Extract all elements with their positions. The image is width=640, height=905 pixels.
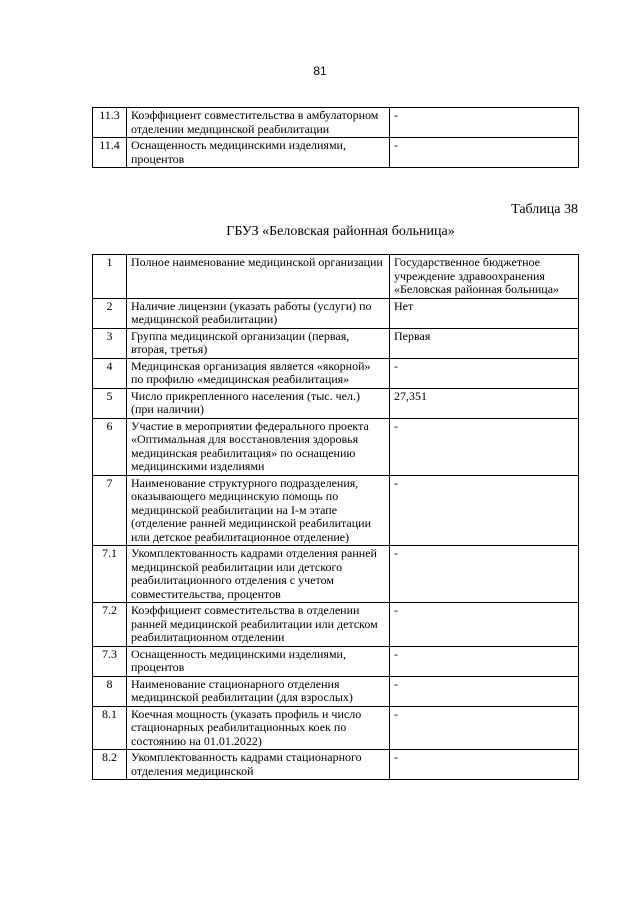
row-number: 7.1 (93, 546, 127, 603)
table-row (93, 108, 579, 138)
row-value: - (390, 108, 579, 138)
row-label: Коэффициент совместительства в отделении ранней медицинской реабилитации или детском реабилитационном отделении (127, 603, 390, 647)
row-label: Группа медицинской организации (первая, вторая, третья) (127, 328, 390, 358)
row-value: 27,351 (390, 388, 579, 418)
row-value: Государственное бюджетное учреждение здравоохранения «Беловская районная больница» (390, 255, 579, 299)
row-value: - (390, 546, 579, 603)
table-row (93, 706, 579, 750)
row-value: Нет (390, 298, 579, 328)
row-label: Наличие лицензии (указать работы (услуги) по медицинской реабилитации) (127, 298, 390, 328)
row-value: - (390, 676, 579, 706)
row-number: 8 (93, 676, 127, 706)
row-number: 7 (93, 475, 127, 546)
row-number: 7.2 (93, 603, 127, 647)
row-value: - (390, 475, 579, 546)
row-number: 2 (93, 298, 127, 328)
row-value: - (390, 138, 579, 168)
table-caption: Таблица 38 (511, 202, 578, 217)
row-number: 3 (93, 328, 127, 358)
row-number: 7.3 (93, 646, 127, 676)
row-label: Укомплектованность кадрами стационарного отделения медицинской (127, 750, 390, 780)
organization-table (92, 254, 579, 780)
organization-table-body (93, 255, 579, 780)
row-value: - (390, 358, 579, 388)
row-label: Участие в мероприятии федерального проекта «Оптимальная для восстановления здоровья медицинская реабилитация» по оснащению медицинскими изделиями (127, 418, 390, 475)
row-label: Коэффициент совместительства в амбулаторном отделении медицинской реабилитации (127, 108, 390, 138)
row-value: - (390, 706, 579, 750)
row-value: - (390, 646, 579, 676)
row-label: Наименование структурного подразделения, оказывающего медицинскую помощь по медицинской реабилитации на I-м этапе (отделение ранней медицинской реабилитации или детское реабилитационное отделение) (127, 475, 390, 546)
row-label: Медицинская организация является «якорной» по профилю «медицинская реабилитация» (127, 358, 390, 388)
row-number: 4 (93, 358, 127, 388)
row-label: Полное наименование медицинской организации (127, 255, 390, 299)
table-row (93, 418, 579, 475)
table-row (93, 388, 579, 418)
table-row (93, 255, 579, 299)
table-row (93, 603, 579, 647)
table-row (93, 138, 579, 168)
row-value: - (390, 603, 579, 647)
row-number: 1 (93, 255, 127, 299)
table-row (93, 298, 579, 328)
table-title: ГБУЗ «Беловская районная больница» (226, 224, 455, 239)
table-row (93, 358, 579, 388)
row-label: Коечная мощность (указать профиль и число стационарных реабилитационных коек по состоянию на 01.01.2022) (127, 706, 390, 750)
row-label: Оснащенность медицинскими изделиями, процентов (127, 138, 390, 168)
row-number: 8.1 (93, 706, 127, 750)
row-number: 11.3 (93, 108, 127, 138)
row-number: 6 (93, 418, 127, 475)
continued-table-body (93, 108, 579, 168)
row-label: Укомплектованность кадрами отделения ранней медицинской реабилитации или детского реабилитационного отделения с учетом совместительства, процентов (127, 546, 390, 603)
continued-table (92, 107, 579, 168)
table-row (93, 646, 579, 676)
page-number: 81 (313, 64, 327, 78)
row-value: - (390, 750, 579, 780)
row-value: Первая (390, 328, 579, 358)
table-row (93, 328, 579, 358)
row-number: 11.4 (93, 138, 127, 168)
row-number: 5 (93, 388, 127, 418)
row-number: 8.2 (93, 750, 127, 780)
table-row (93, 676, 579, 706)
table-row (93, 546, 579, 603)
table-row (93, 475, 579, 546)
table-row (93, 750, 579, 780)
row-label: Наименование стационарного отделения медицинской реабилитации (для взрослых) (127, 676, 390, 706)
row-label: Оснащенность медицинскими изделиями, процентов (127, 646, 390, 676)
row-value: - (390, 418, 579, 475)
row-label: Число прикрепленного населения (тыс. чел.) (при наличии) (127, 388, 390, 418)
